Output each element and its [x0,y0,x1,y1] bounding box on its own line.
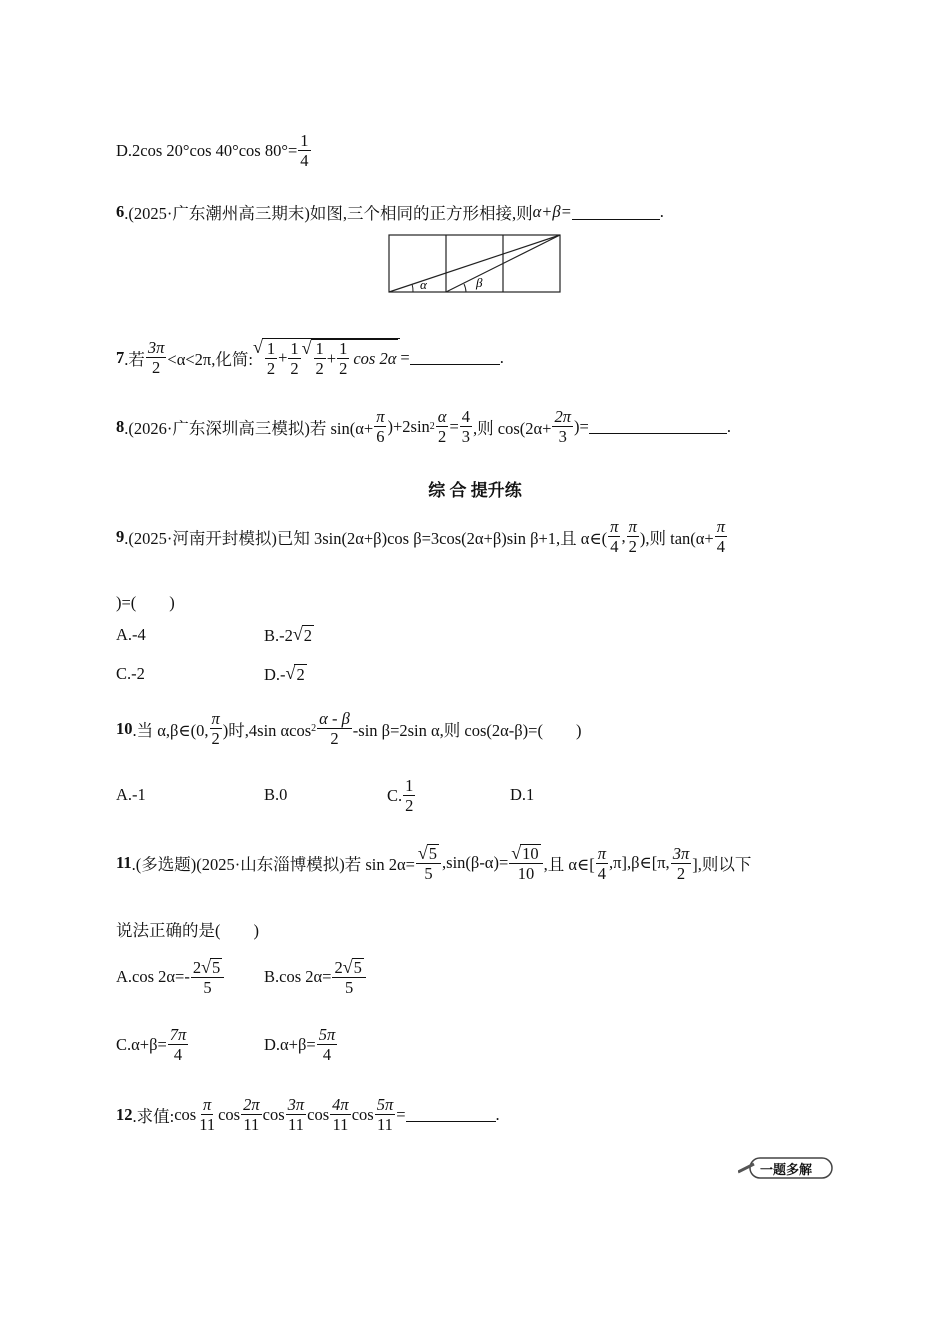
q10-option-b[interactable]: B.0 [264,785,288,804]
q11-option-b[interactable]: B.cos 2α= 2 √ 5 5 [264,958,367,997]
three-squares-figure [388,234,564,296]
beta-label: β [476,275,483,290]
answer-blank[interactable] [410,350,500,365]
question-9: 9 .(2025·河南开封模拟)已知 3sin(2α+β)cos β=3cos(2α+β)sin β+1,且 α∈( $\frac{\pi}{4}$ , $\frac{\pi}{2}$ ),则 tan(α+ $\frac{\pi}{4}$ [116,517,725,557]
q10-option-c[interactable]: C. $\frac{1}{2}$ [387,776,414,816]
question-9-cont: )=( ) [116,593,175,612]
question-11: 11 .(多选题)(2025·山东淄博模拟)若 sin 2α= √ 5 5 ,sin(β-α)= √ 10 10 ,且 α∈[ $\frac{\pi}{4}$ ,π],β∈[π, $\frac{3\pi}{2}$ ],则以下 [116,843,752,884]
q10-option-d[interactable]: D.1 [510,785,535,804]
fraction: $\frac{3\pi}{2}$ [147,338,165,378]
q10-option-a[interactable]: A.-1 [116,785,146,804]
q9-option-c[interactable]: C.-2 [116,664,145,683]
q9-option-b[interactable]: B.-2 √ 2 [264,624,313,645]
badge-text: 一题多解 [760,1163,813,1178]
q9-option-a[interactable]: A.-4 [116,625,146,644]
q11-option-c[interactable]: C.α+β= $\frac{7\pi}{4}$ [116,1025,187,1065]
fraction: $\frac{1}{4}$ [300,131,309,171]
section-title: 综 合 提升练 [428,481,522,500]
question-8: 8 .(2026·广东深圳高三模拟)若 sin(α+ $\frac{\pi}{6}$ )+2sin 2 $\frac{\alpha}{2}$ = $\frac{4}{3}$ ,则 cos(2α+ $\frac{2\pi}{3}$ )= . [116,407,731,447]
question-11-cont: 说法正确的是( ) [116,921,259,940]
q11-option-d[interactable]: D.α+β= $\frac{5\pi}{4}$ [264,1025,336,1065]
answer-blank[interactable] [572,205,660,220]
question-7: 7 .若 $\frac{3\pi}{2}$ <α<2π,化简: √ $\frac{1}{2}$ + $\frac{1}{2}$ √ $\frac{1}{2}$ + $\frac{1}{2}$ cos 2α = . [116,337,504,379]
question-6: 6 .(2025·广东潮州高三期末)如图,三个相同的正方形相接,则 α+β= . [116,202,664,223]
alpha-label: α [420,277,427,292]
q5-option-d: D.2cos 20°cos 40°cos 80°= $\frac{1}{4}$ [116,131,309,171]
answer-blank[interactable] [589,419,727,434]
inner-radical: √ $\frac{1}{2}$ + $\frac{1}{2}$ cos 2α [301,338,397,379]
question-12: 12 .求值: cos $\frac{\pi}{11}$ cos $\frac{2\pi}{11}$ cos $\frac{3\pi}{11}$ cos $\frac{4\pi}{11}$ cos $\frac{5\pi}{11}$ = . [116,1095,500,1135]
question-10: 10 .当 α,β∈(0, $\frac{\pi}{2}$ )时,4sin αcos 2 $\frac{\alpha - \beta}{2}$ -sin β=2sin α,则 cos(2α-β)=( ) [116,709,582,749]
answer-blank[interactable] [406,1107,496,1122]
multiple-solutions-badge[interactable] [738,1156,834,1180]
q9-option-d[interactable]: D.- √ 2 [264,663,305,684]
outer-radical: √ $\frac{1}{2}$ + $\frac{1}{2}$ √ $\frac{1}{2}$ + $\frac{1}{2}$ cos 2α [253,338,400,378]
q11-option-a[interactable]: A.cos 2α=- 2 √ 5 5 [116,958,225,997]
